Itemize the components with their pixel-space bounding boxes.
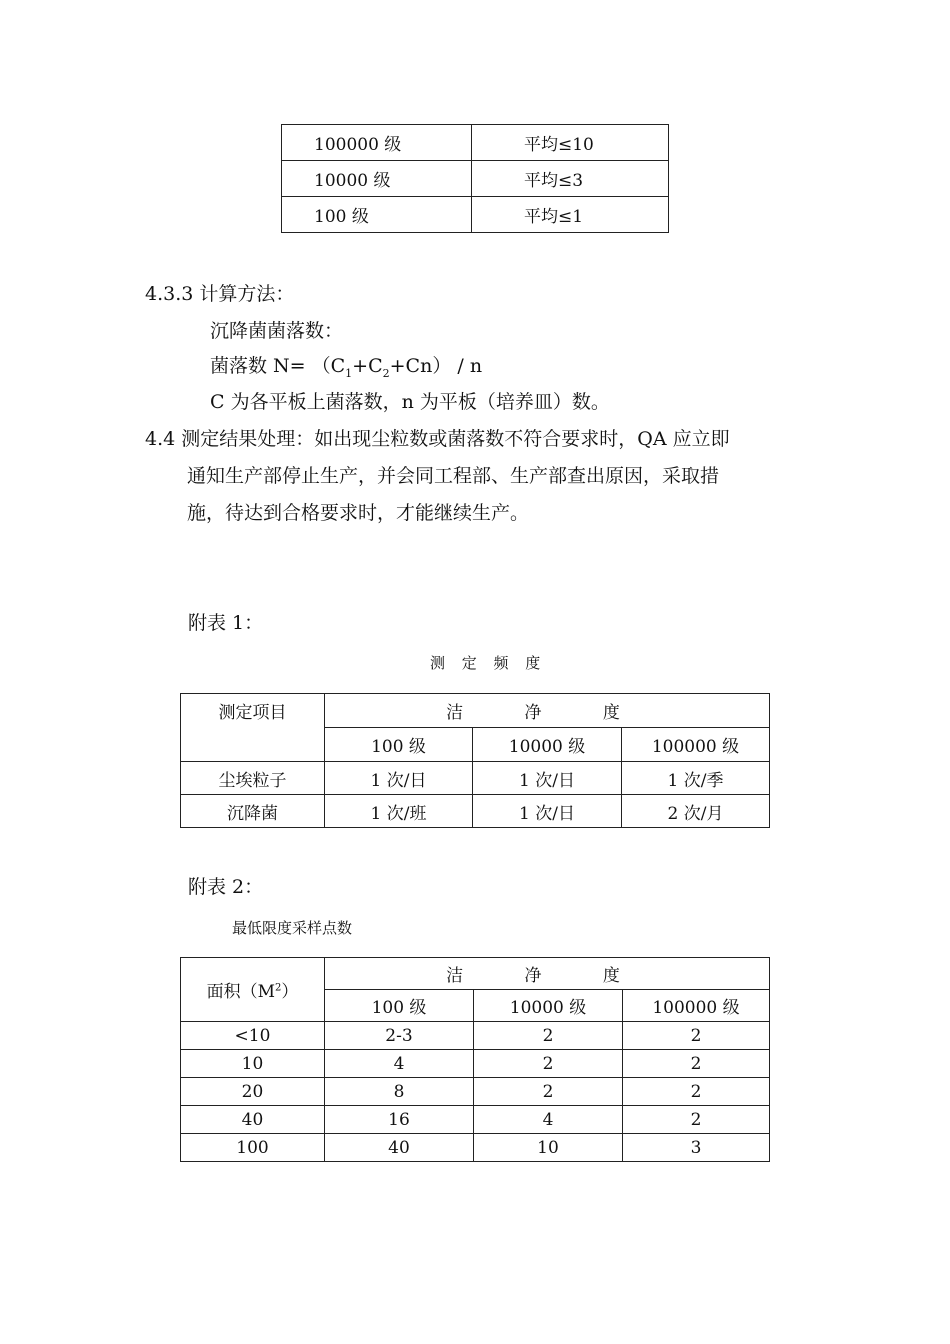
limit-table [281, 124, 669, 233]
value-cell: 2 [623, 1050, 770, 1078]
appendix1-label: 附表 1： [188, 612, 264, 634]
table-row [181, 1106, 770, 1134]
value-cell: 4 [325, 1050, 474, 1078]
table-row [282, 125, 669, 161]
grade-header: 100000 级 [622, 728, 770, 762]
value-cell: 10 [474, 1134, 623, 1162]
grade-header: 10000 级 [474, 990, 623, 1022]
value-cell: 1 次/日 [325, 762, 473, 795]
value-cell: 2 [623, 1078, 770, 1106]
value-cell: 2 [474, 1078, 623, 1106]
group-header: 洁 净 度 [325, 694, 770, 728]
table-row [181, 1134, 770, 1162]
limit-cell: 平均≤3 [472, 161, 669, 197]
limit-cell: 平均≤10 [472, 125, 669, 161]
sampling-table [180, 957, 770, 1162]
table-row [181, 795, 770, 828]
item-cell: 尘埃粒子 [181, 762, 325, 795]
area-cell: 40 [181, 1106, 325, 1134]
area-cell: 100 [181, 1134, 325, 1162]
grade-cell: 10000 级 [282, 161, 472, 197]
grade-cell: 100 级 [282, 197, 472, 233]
table-row [181, 958, 770, 990]
calc-line-3: C 为各平板上菌落数，n 为平板（培养皿）数。 [210, 391, 610, 413]
value-cell: 2 次/月 [622, 795, 770, 828]
table-row [282, 161, 669, 197]
value-cell: 16 [325, 1106, 474, 1134]
appendix1-caption: 测 定 频 度 [430, 654, 547, 672]
grade-header: 100 级 [325, 990, 474, 1022]
table-row [181, 1078, 770, 1106]
value-cell: 2-3 [325, 1022, 474, 1050]
value-cell: 4 [474, 1106, 623, 1134]
row-header: 测定项目 [181, 694, 325, 762]
grade-header: 100000 级 [623, 990, 770, 1022]
row-header: 面积$(M^2)$ [181, 958, 325, 1022]
table-row [181, 762, 770, 795]
value-cell: 2 [623, 1022, 770, 1050]
table-row [282, 197, 669, 233]
appendix2-caption: 最低限度采样点数 [232, 919, 353, 937]
result-line-2: 通知生产部停止生产，并会同工程部、生产部查出原因，采取措 [187, 465, 720, 487]
appendix2-label: 附表 2： [188, 876, 264, 898]
grade-header: 10000 级 [473, 728, 622, 762]
result-line-1: 4.4 测定结果处理：如出现尘粒数或菌落数不符合要求时，QA 应立即 [145, 428, 730, 450]
area-cell: 10 [181, 1050, 325, 1078]
value-cell: 1 次/班 [325, 795, 473, 828]
value-cell: 2 [474, 1022, 623, 1050]
result-line-3: 施，待达到合格要求时，才能继续生产。 [187, 502, 530, 524]
table-row [181, 694, 770, 728]
table-row [181, 1022, 770, 1050]
value-cell: 40 [325, 1134, 474, 1162]
table-row [181, 1050, 770, 1078]
value-cell: 2 [623, 1106, 770, 1134]
calc-line-1: 沉降菌菌落数： [210, 320, 344, 342]
area-cell: <10 [181, 1022, 325, 1050]
value-cell: 3 [623, 1134, 770, 1162]
grade-cell: 100000 级 [282, 125, 472, 161]
group-header: 洁 净 度 [325, 958, 770, 990]
limit-cell: 平均≤1 [472, 197, 669, 233]
value-cell: 1 次/日 [473, 762, 622, 795]
grade-header: 100 级 [325, 728, 473, 762]
item-cell: 沉降菌 [181, 795, 325, 828]
calc-formula: 菌落数 $N= (C_1+C_2+Cn) / n$ [210, 355, 483, 380]
value-cell: 2 [474, 1050, 623, 1078]
calc-heading: 4.3.3 计算方法： [145, 283, 295, 305]
frequency-table [180, 693, 770, 828]
value-cell: 1 次/季 [622, 762, 770, 795]
value-cell: 8 [325, 1078, 474, 1106]
area-cell: 20 [181, 1078, 325, 1106]
value-cell: 1 次/日 [473, 795, 622, 828]
